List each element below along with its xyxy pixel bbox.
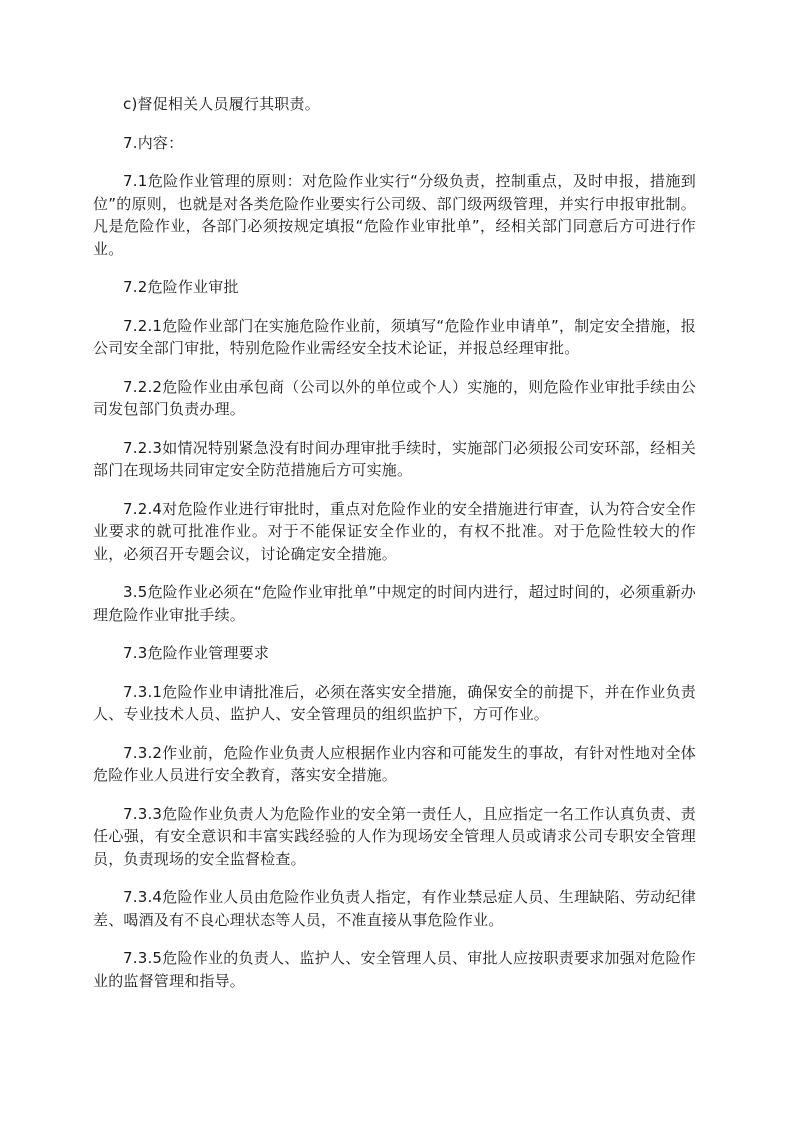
paragraph-7-3-3: 7.3.3危险作业负责人为危险作业的安全第一责任人，且应指定一名工作认真负责、责任心强，有安全意识和丰富实践经验的人作为现场安全管理人员或请求公司专职安全管理员，负责现场的安全监督检查。: [93, 804, 696, 868]
paragraph-7-3-5: 7.3.5危险作业的负责人、监护人、安全管理人员、审批人应按职责要求加强对危险作业的监督管理和指导。: [93, 949, 696, 990]
section-7-heading: 7.内容：: [123, 133, 184, 152]
document-page: [93, 93, 696, 1008]
paragraph-7-3-2: 7.3.2作业前，危险作业负责人应根据作业内容和可能发生的事故，有针对性地对全体危险作业人员进行安全教育，落实安全措施。: [93, 743, 696, 784]
section-7-2-heading: 7.2危险作业审批: [123, 278, 239, 296]
paragraph-7-2-3: 7.2.3如情况特别紧急没有时间办理审批手续时，实施部门必须报公司安环部，经相关部门在现场共同审定安全防范措施后方可实施。: [93, 438, 696, 479]
paragraph-c-duties: c)督促相关人员履行其职责。: [123, 95, 320, 113]
paragraph-7-2-1: 7.2.1危险作业部门在实施危险作业前，须填写“危险作业申请单”，制定安全措施，报公司安全部门审批，特别危险作业需经安全技术论证，并报总经理审批。: [93, 316, 696, 357]
paragraph-3-5: 3.5危险作业必须在“危险作业审批单”中规定的时间内进行，超过时间的，必须重新办理危险作业审批手续。: [93, 583, 696, 624]
paragraph-7-2-4: 7.2.4对危险作业进行审批时，重点对危险作业的安全措施进行审查，认为符合安全作业要求的就可批准作业。对于不能保证安全作业的，有权不批准。对于危险性较大的作业，必须召开专题会议，讨论确定安全措施。: [93, 499, 696, 563]
paragraph-7-2-2: 7.2.2危险作业由承包商（公司以外的单位或个人）实施的，则危险作业审批手续由公司发包部门负责办理。: [93, 377, 696, 418]
paragraph-7-3-4: 7.3.4危险作业人员由危险作业负责人指定，有作业禁忌症人员、生理缺陷、劳动纪律差、喝酒及有不良心理状态等人员，不准直接从事危险作业。: [93, 888, 696, 929]
paragraph-7-3-1: 7.3.1危险作业申请批准后，必须在落实安全措施，确保安全的前提下，并在作业负责人、专业技术人员、监护人、安全管理员的组织监护下，方可作业。: [93, 682, 696, 723]
paragraph-7-1: 7.1危险作业管理的原则：对危险作业实行“分级负责，控制重点，及时申报，措施到位”的原则，也就是对各类危险作业要实行公司级、部门级两级管理，并实行申报审批制。凡是危险作业，各部门必须按规定填报“危险作业审批单”，经相关部门同意后方可进行作业。: [93, 172, 696, 258]
section-7-3-heading: 7.3危险作业管理要求: [123, 644, 270, 662]
